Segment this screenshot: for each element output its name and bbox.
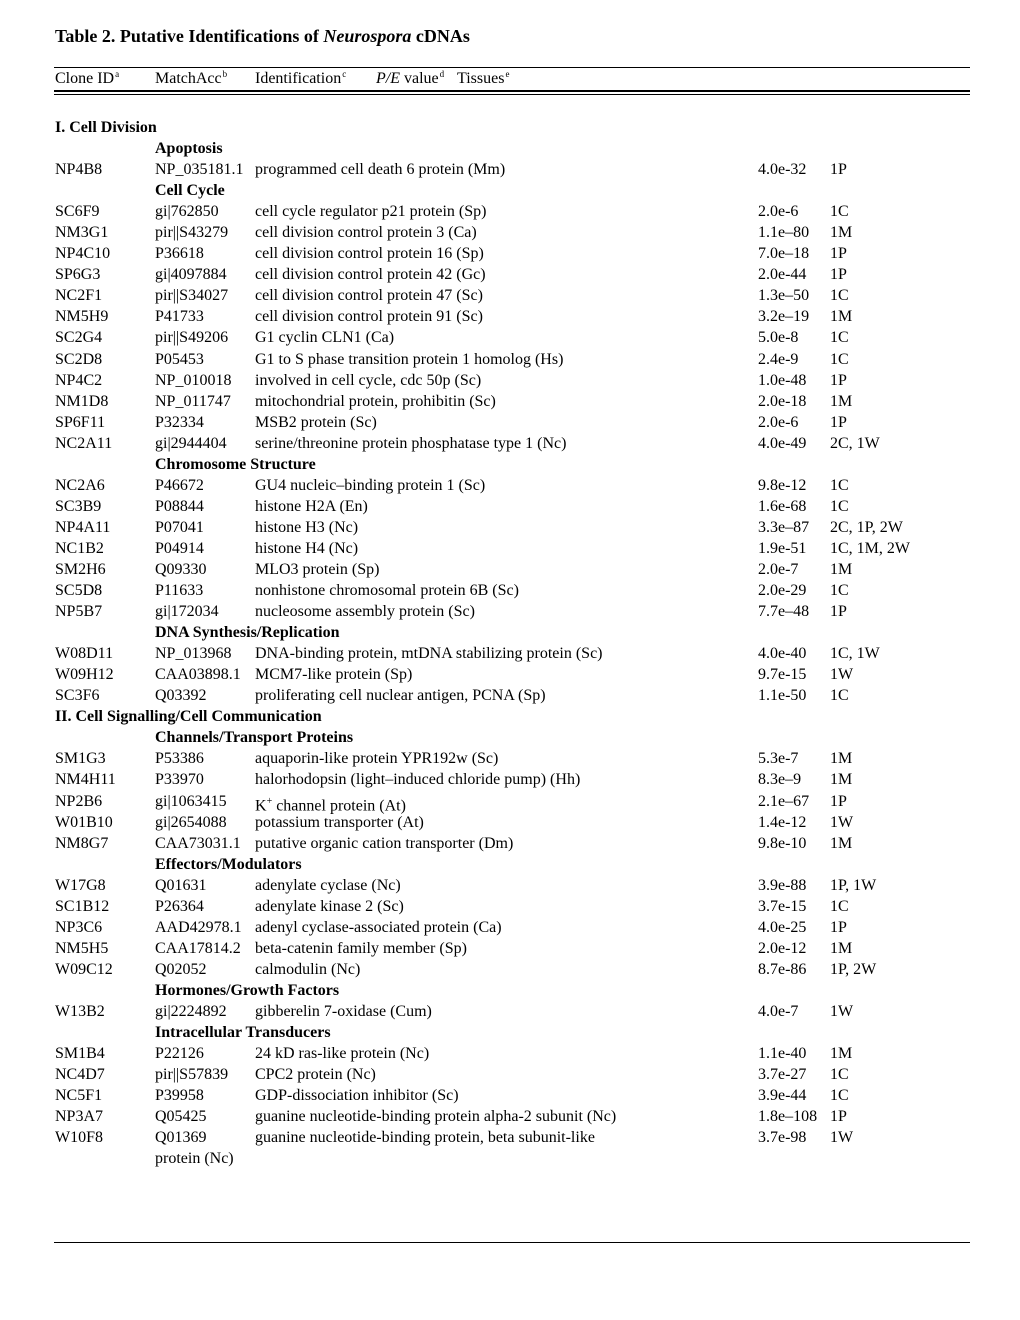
clone-id-cell: NP2B6	[55, 792, 103, 810]
header-identification-sup: c	[342, 69, 347, 79]
matchacc-cell: CAA17814.2	[155, 939, 241, 957]
pe-value-cell: 7.7e–48	[758, 603, 810, 621]
header-tissues-label: Tissues	[457, 70, 505, 87]
tissues-cell: 1P	[830, 161, 847, 179]
header-identification	[255, 69, 346, 88]
matchacc-cell: P11633	[155, 582, 204, 600]
matchacc-cell: pir||S49206	[155, 329, 229, 347]
section-label: I. Cell Division	[55, 119, 157, 136]
subsection-heading	[0, 727, 1020, 748]
clone-id-cell: SC5D8	[55, 582, 103, 600]
matchacc-cell: NP_011747	[155, 392, 231, 410]
tissues-cell: 1P, 1W	[830, 876, 877, 894]
clone-id-cell: SC3B9	[55, 497, 102, 515]
clone-id-cell: W13B2	[55, 1002, 105, 1020]
tissues-cell: 1C	[830, 287, 849, 305]
tissues-cell: 1M	[830, 750, 853, 768]
table-row	[0, 769, 1020, 790]
header-clone-id	[55, 69, 119, 88]
matchacc-cell: pir||S34027	[155, 287, 229, 305]
matchacc-cell: Q05425	[155, 1108, 207, 1126]
matchacc-cell: pir||S57839	[155, 1066, 229, 1084]
clone-id-cell: NP3C6	[55, 918, 103, 936]
pe-value-cell: 3.7e-98	[758, 1129, 807, 1147]
table-row	[0, 201, 1020, 222]
clone-id-cell: NP3A7	[55, 1108, 104, 1126]
table-row	[0, 475, 1020, 496]
matchacc-cell: NP_035181.1	[155, 161, 244, 179]
matchacc-cell: gi|2654088	[155, 813, 227, 831]
table-row	[0, 264, 1020, 285]
header-tissues	[457, 69, 509, 88]
clone-id-cell: SC1B12	[55, 897, 110, 915]
continuation-row	[0, 1148, 1020, 1169]
table-row	[0, 1043, 1020, 1064]
tissues-cell: 1P	[830, 792, 847, 810]
clone-id-cell: NM4H11	[55, 771, 116, 789]
table-row	[0, 748, 1020, 769]
tissues-cell: 1W	[830, 666, 854, 684]
header-pe-sup: d	[439, 69, 445, 79]
clone-id-cell: NC1B2	[55, 539, 104, 557]
matchacc-cell: P08844	[155, 497, 204, 515]
tissues-cell: 1C	[830, 497, 849, 515]
matchacc-cell: P36618	[155, 245, 204, 263]
pe-value-cell: 2.0e-6	[758, 203, 799, 221]
pe-value-cell: 2.0e-44	[758, 266, 807, 284]
subsection-heading	[0, 854, 1020, 875]
identification-cell: DNA-binding protein, mtDNA stabilizing protein (Sc)	[255, 645, 603, 663]
identification-cell: proliferating cell nuclear antigen, PCNA (Sp)	[255, 687, 546, 705]
matchacc-cell: Q03392	[155, 687, 207, 705]
identification-cell: aquaporin-like protein YPR192w (Sc)	[255, 750, 499, 768]
identification-cell: cell division control protein 42 (Gc)	[255, 266, 486, 284]
subsection-heading	[0, 138, 1020, 159]
matchacc-cell: gi|2944404	[155, 434, 227, 452]
identification-cell: putative organic cation transporter (Dm)	[255, 834, 514, 852]
tissues-cell: 1M	[830, 392, 853, 410]
matchacc-cell: AAD42978.1	[155, 918, 242, 936]
pe-value-cell: 1.3e–50	[758, 287, 810, 305]
pe-value-cell: 3.7e-15	[758, 897, 807, 915]
pe-value-cell: 9.8e-10	[758, 834, 807, 852]
pe-value-cell: 4.0e-32	[758, 161, 807, 179]
identification-cell: programmed cell death 6 protein (Mm)	[255, 161, 506, 179]
table-row	[0, 1085, 1020, 1106]
identification-cell: adenylate kinase 2 (Sc)	[255, 897, 404, 915]
clone-id-cell: NC2F1	[55, 287, 103, 305]
pe-value-cell: 1.0e-48	[758, 371, 807, 389]
subsection-label: Cell Cycle	[155, 182, 225, 200]
identification-cell: G1 to S phase transition protein 1 homolog (Hs)	[255, 350, 564, 368]
pe-value-cell: 1.1e–80	[758, 224, 810, 242]
table-row	[0, 685, 1020, 706]
table-row	[0, 938, 1020, 959]
identification-cell: MLO3 protein (Sp)	[255, 560, 380, 578]
identification-cell: adenyl cyclase-associated protein (Ca)	[255, 918, 502, 936]
tissues-cell: 2C, 1W	[830, 434, 880, 452]
matchacc-cell: Q01369	[155, 1129, 207, 1147]
tissues-cell: 1C	[830, 203, 849, 221]
subsection-label: Effectors/Modulators	[155, 855, 302, 873]
identification-superscript: +	[266, 795, 273, 807]
subsection-heading	[0, 454, 1020, 475]
matchacc-cell: P26364	[155, 897, 204, 915]
identification-cell: GU4 nucleic–binding protein 1 (Sc)	[255, 476, 486, 494]
tissues-cell: 1M	[830, 308, 853, 326]
pe-value-cell: 2.0e-29	[758, 582, 807, 600]
tissues-cell: 1M	[830, 224, 853, 242]
matchacc-cell: P41733	[155, 308, 204, 326]
table-title	[55, 26, 470, 47]
header-clone-id-sup: a	[115, 69, 120, 79]
clone-id-cell: SC2D8	[55, 350, 103, 368]
header-matchacc-label: MatchAcc	[155, 70, 222, 87]
subsection-label: Chromosome Structure	[155, 455, 316, 473]
pe-value-cell: 3.7e-27	[758, 1066, 807, 1084]
tissues-cell: 1P	[830, 266, 847, 284]
tissues-cell: 1P	[830, 245, 847, 263]
matchacc-cell: gi|762850	[155, 203, 219, 221]
pe-value-cell: 8.3e–9	[758, 771, 802, 789]
tissues-cell: 1C	[830, 582, 849, 600]
header-rule-upper	[54, 90, 970, 92]
section-heading	[0, 117, 1020, 138]
identification-cell: cell division control protein 91 (Sc)	[255, 308, 483, 326]
table-row	[0, 412, 1020, 433]
identification-cell: CPC2 protein (Nc)	[255, 1066, 376, 1084]
identification-cell: cell division control protein 3 (Ca)	[255, 224, 477, 242]
pe-value-cell: 3.3e–87	[758, 518, 810, 536]
tissues-cell: 1P	[830, 413, 847, 431]
clone-id-cell: SM1B4	[55, 1045, 105, 1063]
pe-value-cell: 5.0e-8	[758, 329, 799, 347]
matchacc-cell: P53386	[155, 750, 204, 768]
header-pe-label: value	[400, 70, 439, 87]
header-pe-value	[376, 69, 444, 88]
tissues-cell: 1P, 2W	[830, 960, 877, 978]
identification-cell: calmodulin (Nc)	[255, 960, 361, 978]
clone-id-cell: SC6F9	[55, 203, 100, 221]
identification-cell: halorhodopsin (light–induced chloride pump) (Hh)	[255, 771, 581, 789]
identification-continued: protein (Nc)	[155, 1150, 234, 1168]
pe-value-cell: 4.0e-40	[758, 645, 807, 663]
identification-cell: guanine nucleotide-binding protein, beta subunit-like	[255, 1129, 595, 1147]
table-row	[0, 370, 1020, 391]
clone-id-cell: W09C12	[55, 960, 113, 978]
pe-value-cell: 9.8e-12	[758, 476, 807, 494]
table-row	[0, 517, 1020, 538]
identification-cell: mitochondrial protein, prohibitin (Sc)	[255, 392, 496, 410]
clone-id-cell: NP4C2	[55, 371, 103, 389]
pe-value-cell: 4.0e-49	[758, 434, 807, 452]
clone-id-cell: SM2H6	[55, 560, 106, 578]
matchacc-cell: CAA73031.1	[155, 834, 241, 852]
matchacc-cell: gi|172034	[155, 603, 219, 621]
table-row	[0, 243, 1020, 264]
subsection-label: DNA Synthesis/Replication	[155, 624, 340, 642]
clone-id-cell: NM1D8	[55, 392, 109, 410]
table-row	[0, 222, 1020, 243]
identification-prefix: K	[255, 796, 267, 814]
header-clone-id-label: Clone ID	[55, 70, 115, 87]
clone-id-cell: NP4A11	[55, 518, 111, 536]
identification-cell: potassium transporter (At)	[255, 813, 424, 831]
pe-value-cell: 4.0e-7	[758, 1002, 799, 1020]
table-row	[0, 391, 1020, 412]
bottom-rule	[54, 1242, 970, 1243]
clone-id-cell: NM8G7	[55, 834, 109, 852]
subsection-label: Apoptosis	[155, 140, 223, 158]
tissues-cell: 1M	[830, 560, 853, 578]
table-row	[0, 538, 1020, 559]
tissues-cell: 1W	[830, 1129, 854, 1147]
identification-cell: cell division control protein 47 (Sc)	[255, 287, 483, 305]
pe-value-cell: 9.7e-15	[758, 666, 807, 684]
table-row	[0, 496, 1020, 517]
header-rule-lower	[54, 94, 970, 95]
table-row	[0, 896, 1020, 917]
tissues-cell: 1P	[830, 371, 847, 389]
identification-cell: nucleosome assembly protein (Sc)	[255, 603, 475, 621]
matchacc-cell: Q01631	[155, 876, 207, 894]
identification-cell: beta-catenin family member (Sp)	[255, 939, 467, 957]
clone-id-cell: W10F8	[55, 1129, 103, 1147]
clone-id-cell: NC4D7	[55, 1066, 105, 1084]
matchacc-cell: P22126	[155, 1045, 204, 1063]
subsection-label: Intracellular Transducers	[155, 1024, 331, 1042]
table-row	[0, 1001, 1020, 1022]
pe-value-cell: 8.7e-86	[758, 960, 807, 978]
tissues-cell: 1C	[830, 350, 849, 368]
pe-value-cell: 5.3e-7	[758, 750, 799, 768]
table-row	[0, 1064, 1020, 1085]
table-row	[0, 580, 1020, 601]
clone-id-cell: SC3F6	[55, 687, 100, 705]
matchacc-cell: P07041	[155, 518, 204, 536]
matchacc-cell: gi|1063415	[155, 792, 227, 810]
table-row	[0, 664, 1020, 685]
table-row	[0, 875, 1020, 896]
clone-id-cell: W09H12	[55, 666, 114, 684]
table-row	[0, 327, 1020, 348]
title-prefix: Table 2. Putative Identifications of	[55, 26, 324, 46]
pe-value-cell: 3.2e–19	[758, 308, 810, 326]
tissues-cell: 1C, 1M, 2W	[830, 539, 910, 557]
clone-id-cell: NM3G1	[55, 224, 109, 242]
tissues-cell: 1C, 1W	[830, 645, 880, 663]
header-pe-italic: P/E	[376, 70, 400, 87]
subsection-heading	[0, 1022, 1020, 1043]
clone-id-cell: W01B10	[55, 813, 113, 831]
matchacc-cell: P32334	[155, 413, 204, 431]
clone-id-cell: NM5H5	[55, 939, 109, 957]
identification-cell: 24 kD ras-like protein (Nc)	[255, 1045, 430, 1063]
table-row	[0, 833, 1020, 854]
pe-value-cell: 1.4e-12	[758, 813, 807, 831]
matchacc-cell: gi|4097884	[155, 266, 227, 284]
subsection-label: Channels/Transport Proteins	[155, 729, 354, 747]
matchacc-cell: P46672	[155, 476, 204, 494]
table-row	[0, 349, 1020, 370]
table-row	[0, 1127, 1020, 1148]
top-rule	[54, 67, 970, 68]
pe-value-cell: 1.6e-68	[758, 497, 807, 515]
matchacc-cell: Q02052	[155, 960, 207, 978]
identification-cell: histone H4 (Nc)	[255, 539, 359, 557]
matchacc-cell: CAA03898.1	[155, 666, 241, 684]
tissues-cell: 1M	[830, 771, 853, 789]
table-row	[0, 601, 1020, 622]
matchacc-cell: gi|2224892	[155, 1002, 227, 1020]
clone-id-cell: SM1G3	[55, 750, 106, 768]
pe-value-cell: 2.1e–67	[758, 792, 810, 810]
tissues-cell: 1P	[830, 918, 847, 936]
table-row	[0, 559, 1020, 580]
pe-value-cell: 2.0e-12	[758, 939, 807, 957]
matchacc-cell: P39958	[155, 1087, 204, 1105]
identification-cell: gibberelin 7-oxidase (Cum)	[255, 1002, 432, 1020]
title-suffix: cDNAs	[411, 26, 470, 46]
pe-value-cell: 7.0e–18	[758, 245, 810, 263]
header-matchacc	[155, 69, 227, 88]
table-row	[0, 159, 1020, 180]
tissues-cell: 1M	[830, 939, 853, 957]
identification-cell: cell division control protein 16 (Sp)	[255, 245, 484, 263]
tissues-cell: 1C	[830, 687, 849, 705]
table-row	[0, 285, 1020, 306]
tissues-cell: 2C, 1P, 2W	[830, 518, 903, 536]
identification-cell: MSB2 protein (Sc)	[255, 413, 377, 431]
subsection-heading	[0, 980, 1020, 1001]
table-row	[0, 791, 1020, 812]
clone-id-cell: SC2G4	[55, 329, 103, 347]
matchacc-cell: P33970	[155, 771, 204, 789]
tissues-cell: 1C	[830, 1087, 849, 1105]
header-tissues-sup: e	[505, 69, 510, 79]
identification-cell: GDP-dissociation inhibitor (Sc)	[255, 1087, 459, 1105]
pe-value-cell: 1.9e-51	[758, 539, 807, 557]
identification-cell: cell cycle regulator p21 protein (Sp)	[255, 203, 487, 221]
identification-text: channel protein (At)	[272, 796, 406, 814]
table-row	[0, 959, 1020, 980]
clone-id-cell: NM5H9	[55, 308, 109, 326]
identification-cell: G1 cyclin CLN1 (Ca)	[255, 329, 395, 347]
subsection-heading	[0, 622, 1020, 643]
pe-value-cell: 2.4e-9	[758, 350, 799, 368]
section-label: II. Cell Signalling/Cell Communication	[55, 708, 322, 726]
identification-cell: histone H2A (En)	[255, 497, 368, 515]
clone-id-cell: W17G8	[55, 876, 106, 894]
tissues-cell: 1W	[830, 813, 854, 831]
matchacc-cell: NP_010018	[155, 371, 232, 389]
clone-id-cell: NC2A11	[55, 434, 113, 452]
table-row	[0, 306, 1020, 327]
pe-value-cell: 1.8e–108	[758, 1108, 818, 1126]
table-row	[0, 917, 1020, 938]
identification-cell: nonhistone chromosomal protein 6B (Sc)	[255, 582, 519, 600]
clone-id-cell: NC2A6	[55, 476, 105, 494]
clone-id-cell: NC5F1	[55, 1087, 103, 1105]
pe-value-cell: 2.0e-18	[758, 392, 807, 410]
table-row	[0, 433, 1020, 454]
matchacc-cell: Q09330	[155, 560, 207, 578]
clone-id-cell: NP4C10	[55, 245, 111, 263]
clone-id-cell: W08D11	[55, 645, 114, 663]
clone-id-cell: SP6G3	[55, 266, 101, 284]
tissues-cell: 1P	[830, 1108, 847, 1126]
identification-cell: adenylate cyclase (Nc)	[255, 876, 401, 894]
clone-id-cell: NP4B8	[55, 161, 103, 179]
table-body	[0, 117, 1020, 1169]
tissues-cell: 1C	[830, 897, 849, 915]
section-heading	[0, 706, 1020, 727]
pe-value-cell: 2.0e-7	[758, 560, 799, 578]
tissues-cell: 1C	[830, 476, 849, 494]
tissues-cell: 1C	[830, 1066, 849, 1084]
pe-value-cell: 3.9e-44	[758, 1087, 807, 1105]
table-row	[0, 1106, 1020, 1127]
table-row	[0, 643, 1020, 664]
clone-id-cell: NP5B7	[55, 603, 103, 621]
header-matchacc-sup: b	[222, 69, 228, 79]
tissues-cell: 1W	[830, 1002, 854, 1020]
matchacc-cell: P04914	[155, 539, 204, 557]
pe-value-cell: 4.0e-25	[758, 918, 807, 936]
table-row	[0, 812, 1020, 833]
identification-cell: guanine nucleotide-binding protein alpha-2 subunit (Nc)	[255, 1108, 617, 1126]
pe-value-cell: 2.0e-6	[758, 413, 799, 431]
tissues-cell: 1M	[830, 1045, 853, 1063]
subsection-label: Hormones/Growth Factors	[155, 981, 340, 999]
matchacc-cell: P05453	[155, 350, 204, 368]
header-identification-label: Identification	[255, 70, 342, 87]
identification-cell: histone H3 (Nc)	[255, 518, 359, 536]
title-italic: Neurospora	[323, 26, 412, 46]
tissues-cell: 1M	[830, 834, 853, 852]
pe-value-cell: 1.1e-50	[758, 687, 807, 705]
pe-value-cell: 1.1e-40	[758, 1045, 807, 1063]
identification-cell: MCM7-like protein (Sp)	[255, 666, 413, 684]
identification-cell: serine/threonine protein phosphatase type 1 (Nc)	[255, 434, 567, 452]
matchacc-cell: NP_013968	[155, 645, 232, 663]
pe-value-cell: 3.9e-88	[758, 876, 807, 894]
identification-cell: involved in cell cycle, cdc 50p (Sc)	[255, 371, 482, 389]
matchacc-cell: pir||S43279	[155, 224, 229, 242]
tissues-cell: 1C	[830, 329, 849, 347]
subsection-heading	[0, 180, 1020, 201]
clone-id-cell: SP6F11	[55, 413, 106, 431]
tissues-cell: 1P	[830, 603, 847, 621]
